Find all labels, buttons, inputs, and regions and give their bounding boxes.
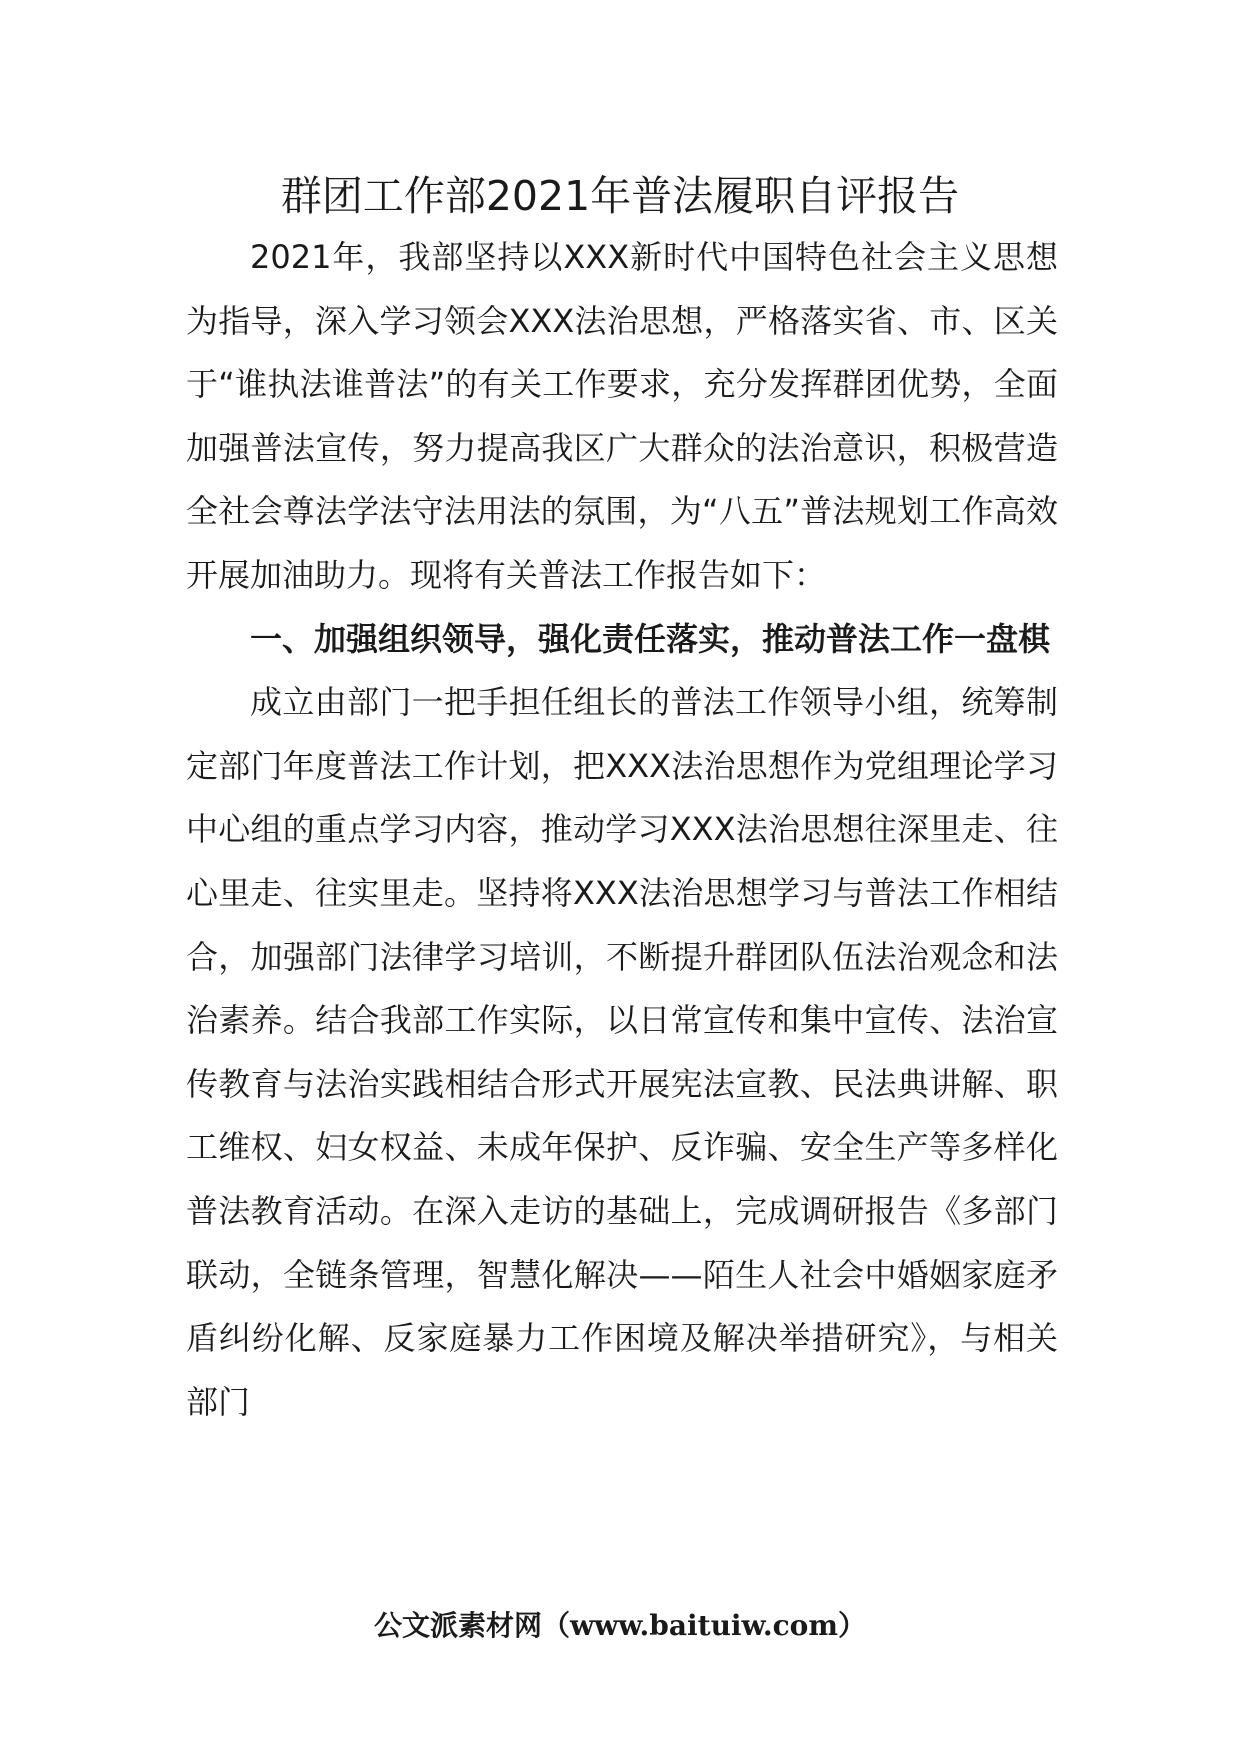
footer-watermark: 公文派素材网（www.baituiw.com） [374,1609,866,1642]
section-1-paragraph: 成立由部门一把手担任组长的普法工作领导小组，统筹制定部门年度普法工作计划，把XXX法治思想作为党组理论学习中心组的重点学习内容，推动学习XXX法治思想往深里走、往心里走、往实里走。坚持将XXX法治思想学习与普法工作相结合，加强部门法律学习培训，不断提升群团队伍法治观念和法治素养。结合我部工作实际，以日常宣传和集中宣传、法治宣传教育与法治实践相结合形式开展宪法宣教、民法典讲解、职工维权、妇女权益、未成年保护、反诈骗、安全生产等多样化普法教育活动。在深入走访的基础上，完成调研报告《多部门联动，全链条管理，智慧化解决——陌生人社会中婚姻家庭矛盾纠纷化解、反家庭暴力工作困境及解决举措研究》，与相关部门 [186,683,1058,1421]
intro-paragraph: 2021年，我部坚持以XXX新时代中国特色社会主义思想为指导，深入学习领会XXX法治思想，严格落实省、市、区关于“谁执法谁普法”的有关工作要求，充分发挥群团优势，全面加强普法宣传，努力提高我区广大群众的法治意识，积极营造全社会尊法学法守法用法的氛围，为“八五”普法规划工作高效开展加油助力。现将有关普法工作报告如下： [186,238,1058,594]
document-body [186,226,1058,1434]
document-title: 群团工作部2021年普法履职自评报告 [280,172,960,220]
section-heading-1: 一、加强组织领导，强化责任落实，推动普法工作一盘棋 [250,619,1051,658]
